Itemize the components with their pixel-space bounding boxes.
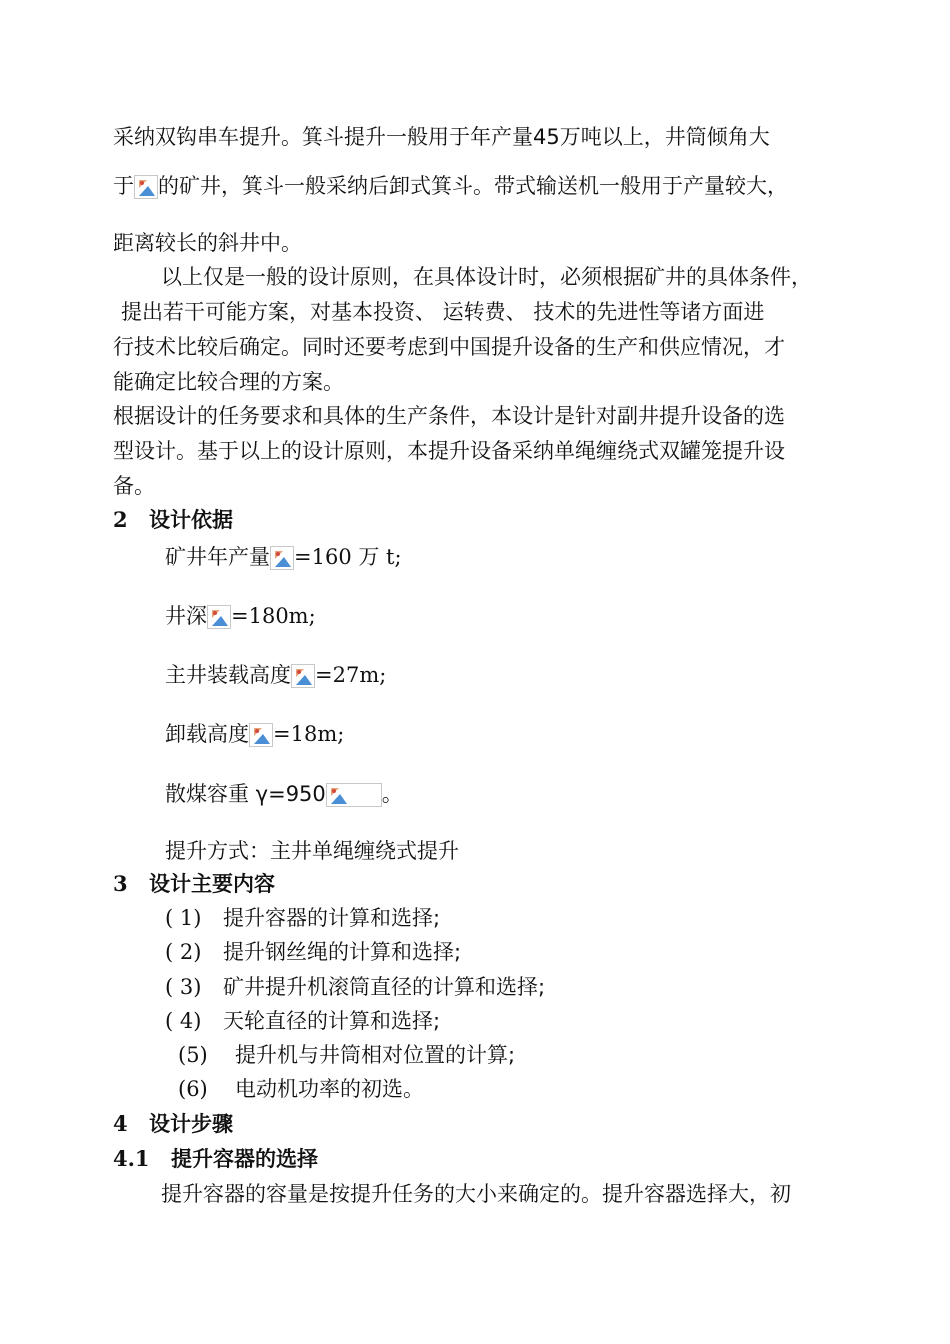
- para3-line1: 根据设计的任务要求和具体的生产条件，本设计是针对副井提升设备的选: [113, 404, 785, 428]
- broken-image-icon: [207, 605, 231, 629]
- basis-item-unloading-height: [165, 719, 344, 749]
- content-list-item: [165, 972, 545, 1002]
- section4-1-heading: [113, 1144, 318, 1174]
- section2-number: 2: [113, 507, 128, 532]
- content-list-item: [165, 937, 461, 967]
- basis-item-loading-height: [165, 660, 386, 690]
- broken-image-icon: [326, 783, 382, 807]
- list-item-number: (5): [178, 1043, 208, 1067]
- list-item-number: ( 1): [165, 906, 202, 930]
- broken-image-icon: [270, 546, 294, 570]
- broken-image-icon: [134, 175, 158, 199]
- section2-title: 设计依据: [149, 508, 233, 532]
- section4-heading: [113, 1109, 233, 1139]
- lifting-method: 提升方式：主井单绳缠绕式提升: [165, 839, 459, 863]
- para1-line1: 采纳双钩串车提升。箕斗提升一般用于年产量45万吨以上，井筒倾角大: [113, 125, 770, 149]
- list-item-text: 电动机功率的初选。: [235, 1077, 424, 1101]
- list-item-text: 提升容器的计算和选择;: [223, 906, 441, 930]
- list-item-number: ( 3): [165, 975, 202, 999]
- basis-item-label: 井深: [165, 604, 207, 628]
- para2-line4: 能确定比较合理的方案。: [113, 370, 344, 394]
- basis-item-value: =18m;: [273, 722, 345, 746]
- basis-item-value: =27m;: [315, 663, 387, 687]
- section4-number: 4: [113, 1111, 128, 1136]
- section4-title: 设计步骤: [149, 1112, 233, 1136]
- list-item-number: (6): [178, 1077, 208, 1101]
- list-item-text: 天轮直径的计算和选择;: [223, 1009, 441, 1033]
- basis-item-value: =160 万 t;: [294, 545, 402, 569]
- para3-line3: 备。: [113, 474, 155, 498]
- content-list-item: [165, 1006, 440, 1036]
- para3-line2: 型设计。基于以上的设计原则，本提升设备采纳单绳缠绕式双罐笼提升设: [113, 439, 785, 463]
- basis-item-bulk-density: [165, 779, 403, 809]
- para1-line2-text-b: 的矿井，箕斗一般采纳后卸式箕斗。带式输送机一般用于产量较大，: [158, 174, 788, 198]
- basis-item-annual-output: [165, 542, 402, 572]
- para1-line3: 距离较长的斜井中。: [113, 231, 302, 255]
- broken-image-icon: [249, 723, 273, 747]
- para2-line1: 以上仅是一般的设计原则，在具体设计时，必须根据矿井的具体条件，: [161, 265, 812, 289]
- section4-1-number: 4.1: [113, 1146, 150, 1171]
- basis-item-value: =180m;: [231, 604, 316, 628]
- para2-line3: 行技术比较后确定。同时还要考虑到中国提升设备的生产和供应情况，才: [113, 335, 785, 359]
- list-item-text: 提升钢丝绳的计算和选择;: [223, 940, 462, 964]
- para2-line2: 提出若干可能方案，对基本投资、 运转费、 技术的先进性等诸方面进: [121, 300, 765, 324]
- basis-item-label: 卸载高度: [165, 722, 249, 746]
- basis-item-label: 矿井年产量: [165, 545, 270, 569]
- content-list-item: [178, 1040, 515, 1070]
- basis-item-label: 散煤容重 γ=950: [165, 782, 326, 806]
- section4-1-title: 提升容器的选择: [171, 1147, 318, 1171]
- para1-line2-text-a: 于: [113, 174, 134, 198]
- content-list-item: [178, 1074, 424, 1104]
- section3-title: 设计主要内容: [149, 872, 275, 896]
- broken-image-icon: [291, 664, 315, 688]
- list-item-number: ( 4): [165, 1009, 202, 1033]
- list-item-number: ( 2): [165, 940, 202, 964]
- basis-item-label: 主井装载高度: [165, 663, 291, 687]
- section3-number: 3: [113, 871, 128, 896]
- para1-line2: [113, 171, 788, 201]
- section3-heading: [113, 869, 275, 899]
- basis-item-value: 。: [381, 782, 403, 806]
- section4-1-para: 提升容器的容量是按提升任务的大小来确定的。提升容器选择大，初: [161, 1182, 791, 1206]
- list-item-text: 提升机与井筒相对位置的计算;: [235, 1043, 516, 1067]
- section2-heading: [113, 505, 233, 535]
- list-item-text: 矿井提升机滚筒直径的计算和选择;: [223, 975, 546, 999]
- basis-item-shaft-depth: [165, 601, 316, 631]
- content-list-item: [165, 903, 440, 933]
